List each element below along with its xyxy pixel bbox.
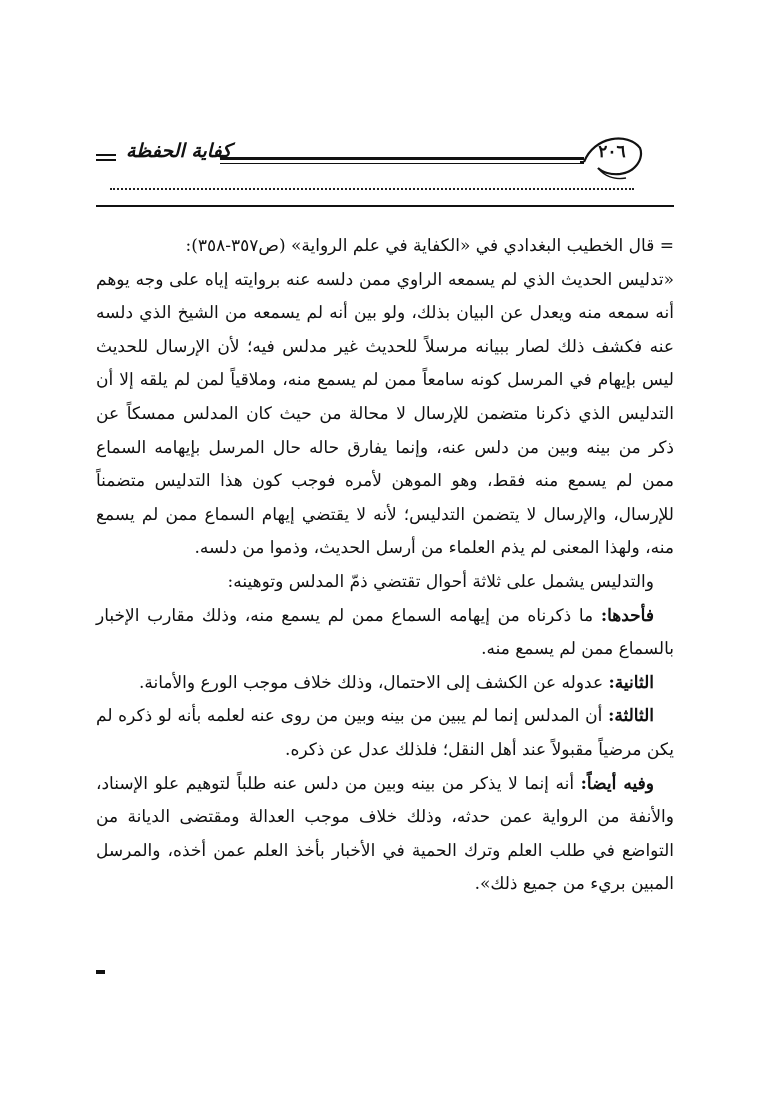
page-number-badge (580, 128, 644, 184)
conditions-paragraph: والتدليس يشمل على ثلاثة أحوال تقتضي ذمّ المدلس وتوهينه: (227, 571, 654, 592)
first-condition-label: فأحدها: (600, 605, 654, 626)
quote-paragraph: «تدليس الحديث الذي لم يسمعه الراوي ممن دلسه عنه بروايته إياه على وجه يوهم أنه سمعه منه ويعدل عن البيان بذلك، ولو بين أنه لم يسمعه من الشيخ الذي دلسه عنه فكشف ذلك لصار ببيانه مرسلاً للحديث غير مدلس فيه؛ لأن الإرسال للحديث ليس بإيهام في المرسل كونه سامعاً ممن لم يسمع منه، وملاقياً لمن لم يلقه إلا أن التدليس الذي ذكرنا متضمن للإرسال لا محالة من حيث كان المدلس ممسكاً عن ذكر من بينه وبين من دلس عنه، وإنما يفارق حاله حال المرسل بإيهامه السماع ممن لم يسمع منه فقط، وهو الموهن لأمره فوجب كون هذا التدليس متضمناً للإرسال، والإرسال لا يتضمن التدليس؛ لأنه لا يقتضي إيهام السماع ممن لم يسمع منه، ولهذا المعنى لم يذم العلماء من أرسل الحديث، وذموا من دلسه. (96, 269, 674, 559)
title-dash-ornament (96, 154, 116, 162)
first-condition-text: ما ذكرناه من إيهامه السماع ممن لم يسمع منه، وذلك مقارب الإخبار بالسماع ممن لم يسمع منه. (96, 605, 674, 660)
book-title: كفاية الحفظة (126, 140, 232, 162)
third-condition-label: الثالثة: (608, 706, 654, 727)
header-rule-thick (220, 157, 584, 160)
page-header (96, 128, 644, 188)
footnote-dotted-line (110, 188, 634, 190)
third-condition-text: أن المدلس إنما لم يبين من بينه وبين من روى عنه لعلمه بأنه لو ذكره لم يكن مرضياً مقبولاً عند أهل النقل؛ فلذلك عدل عن ذكره. (96, 706, 674, 760)
additional-condition-text: أنه إنما لا يذكر من بينه وبين من دلس عنه طلباً لتوهيم علو الإسناد، والأنفة من الرواية عمن حدثه، وذلك خلاف موجب العدالة ومقتضى الديانة من التواضع في طلب العلم وترك الحمية في الأخبار بأخذ العلم عمن أخذه، والمرسل المبين بريء من جميع ذلك». (96, 773, 674, 895)
additional-condition-label: وفيه أيضاً: (580, 773, 654, 794)
first-condition (96, 600, 674, 667)
second-condition (96, 667, 674, 701)
footer-mark (96, 970, 105, 974)
second-condition-text: عدوله عن الكشف إلى الاحتمال، وذلك خلاف موجب الورع والأمانة. (138, 672, 609, 693)
intro-paragraph: = قال الخطيب البغدادي في «الكفاية في علم الرواية» (ص٣٥٧-٣٥٨): (185, 236, 674, 256)
page-body (96, 230, 674, 902)
third-condition (96, 700, 674, 767)
text-divider (96, 205, 674, 207)
header-rule-thin (220, 163, 584, 164)
page-number: ٢٠٦ (598, 142, 626, 162)
second-condition-label: الثانية: (608, 672, 654, 693)
additional-condition (96, 768, 674, 902)
